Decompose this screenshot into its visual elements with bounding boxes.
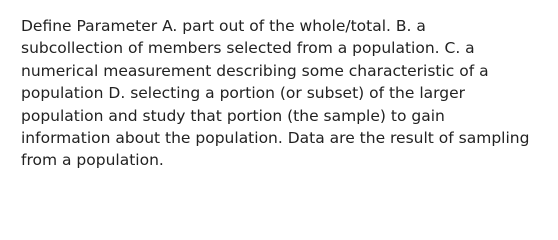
question-line-5: population and study that portion (the sample) to gain — [21, 106, 445, 125]
question-line-6: information about the population. Data are the result of sampling — [21, 129, 530, 148]
question-text — [21, 15, 546, 172]
question-line-3: numerical measurement describing some characteristic of a — [21, 61, 489, 80]
question-line-4: population D. selecting a portion (or subset) of the larger — [21, 84, 465, 103]
question-line-2: subcollection of members selected from a population. C. a — [21, 39, 475, 58]
question-line-7: from a population. — [21, 151, 164, 170]
question-line-1: Define Parameter A. part out of the whole/total. B. a — [21, 17, 426, 35]
